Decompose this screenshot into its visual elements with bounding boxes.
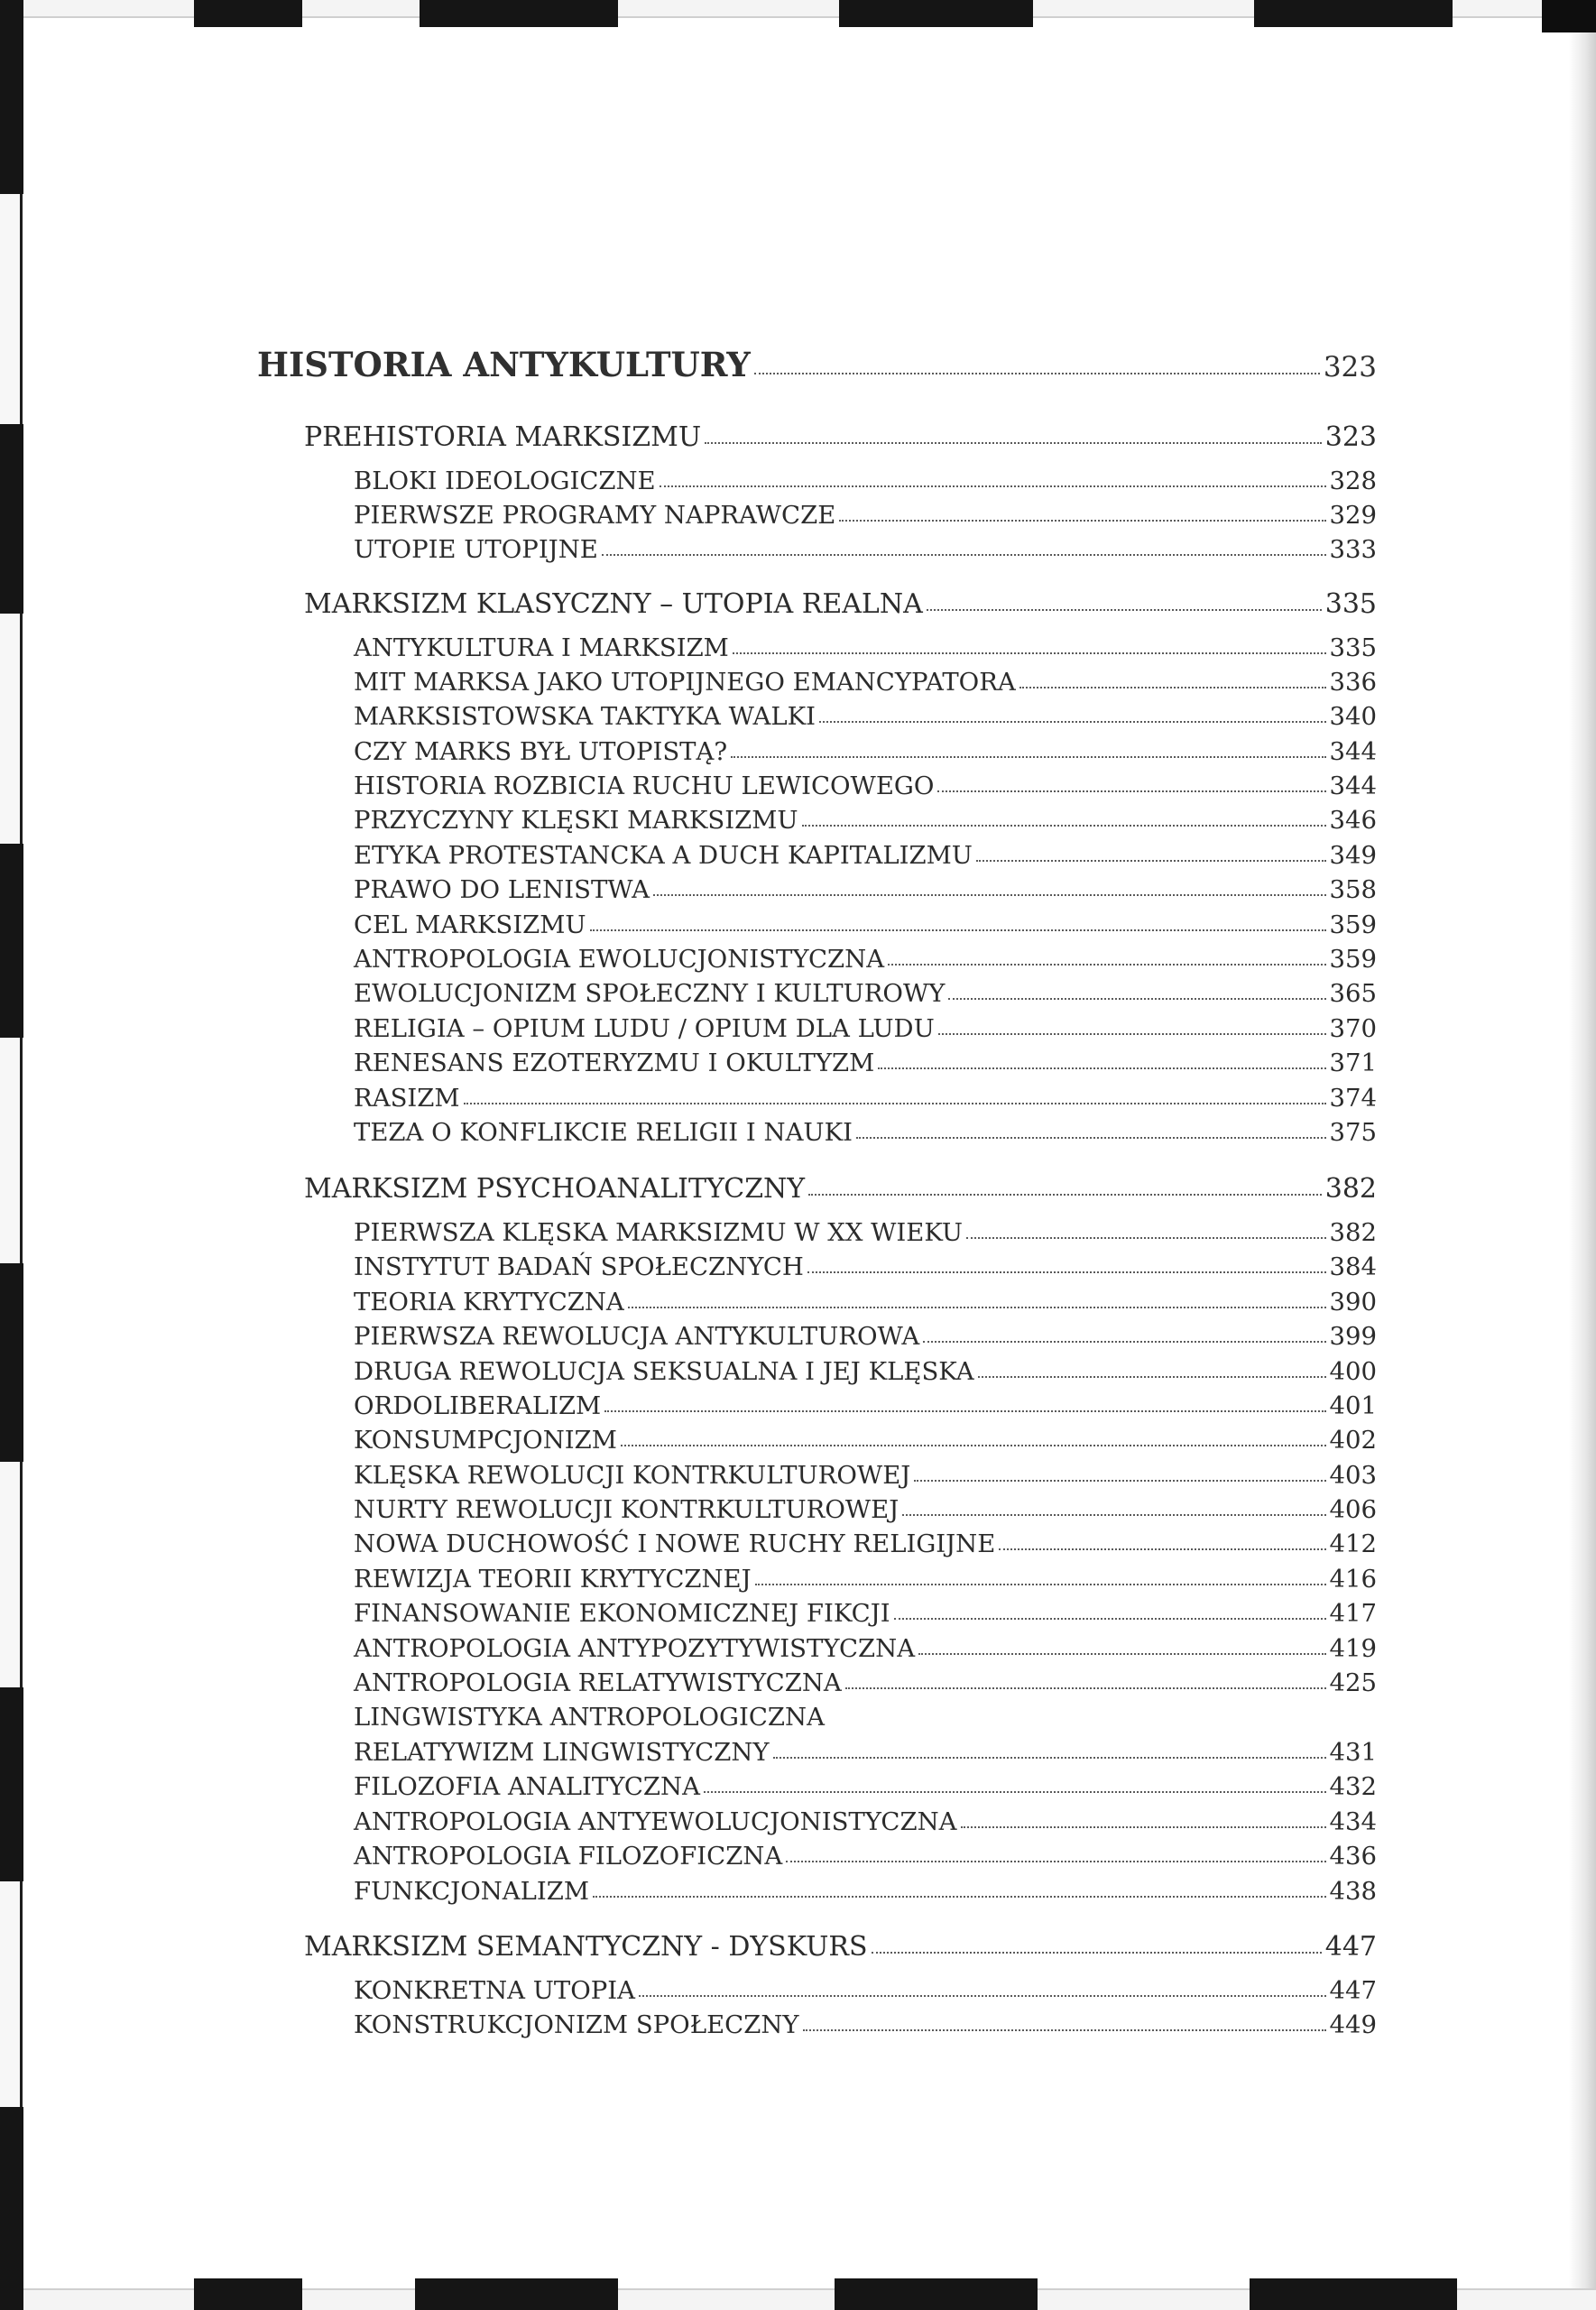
toc-entry-title: ORDOLIBERALIZM: [354, 1391, 602, 1420]
toc-entry: [354, 1877, 1377, 1906]
toc-entry-page: 412: [1329, 1529, 1377, 1558]
toc-entry-title: FUNKCJONALIZM: [354, 1877, 590, 1906]
toc-entry-page: 359: [1329, 945, 1377, 974]
toc-entry: [354, 1567, 1377, 1593]
toc-entry-title: TEZA O KONFLIKCIE RELIGII I NAUKI: [354, 1118, 853, 1147]
dot-leader: [927, 609, 1322, 611]
toc-entry-page: 382: [1324, 1173, 1377, 1205]
toc-entry-title: NURTY REWOLUCJI KONTRKULTUROWEJ: [354, 1495, 899, 1524]
toc-entry-page: 375: [1329, 1118, 1377, 1147]
dot-leader: [845, 1687, 1326, 1689]
dot-leader: [976, 860, 1326, 862]
toc-entry-page: 416: [1329, 1565, 1377, 1594]
dot-leader: [937, 790, 1325, 792]
toc-entry-page: 370: [1329, 1014, 1377, 1043]
toc-entry-title: EWOLUCJONIZM SPOŁECZNY I KULTUROWY: [354, 979, 946, 1008]
toc-entry-page: 436: [1329, 1842, 1377, 1871]
toc-entry-page: 402: [1329, 1426, 1377, 1455]
toc-entry: [354, 1357, 1377, 1386]
toc-entry-title: ANTYKULTURA I MARKSIZM: [354, 633, 729, 662]
dot-leader: [878, 1067, 1325, 1069]
dot-leader: [914, 1480, 1325, 1482]
dot-leader: [999, 1548, 1325, 1550]
toc-entry: [354, 501, 1377, 530]
toc-entry-page: 403: [1329, 1461, 1377, 1490]
dot-leader: [602, 554, 1326, 556]
dot-leader: [808, 1194, 1322, 1196]
toc-entry: [354, 1252, 1377, 1281]
dot-leader: [604, 1410, 1325, 1412]
toc-entry-title: RELIGIA – OPIUM LUDU / OPIUM DLA LUDU: [354, 1014, 935, 1043]
toc-entry-page: 425: [1329, 1668, 1377, 1697]
dot-leader: [856, 1137, 1325, 1139]
dot-leader: [786, 1861, 1325, 1862]
toc-entry-page: 438: [1329, 1877, 1377, 1906]
dot-leader: [923, 1341, 1325, 1343]
toc-entry-title: PREHISTORIA MARKSIZMU: [304, 421, 702, 453]
toc-entry: [354, 469, 1377, 494]
toc-entry: [354, 2010, 1377, 2039]
toc-entry-page: 336: [1329, 668, 1377, 697]
toc-entry: [354, 1086, 1377, 1112]
toc-entry-page: 374: [1329, 1084, 1377, 1113]
dot-leader: [948, 998, 1325, 1000]
toc-entry-title: PIERWSZE PROGRAMY NAPRAWCZE: [354, 501, 836, 530]
toc-entry: [354, 841, 1377, 870]
dot-leader: [773, 1757, 1326, 1759]
toc-entry-title: RELATYWIZM LINGWISTYCZNY: [354, 1738, 770, 1767]
toc-entry-title: UTOPIE UTOPIJNE: [354, 535, 598, 564]
dot-leader: [755, 1584, 1326, 1585]
toc-entry: [354, 1772, 1377, 1801]
toc-entry-page: 432: [1329, 1772, 1377, 1801]
toc-entry: [304, 1931, 1377, 1963]
toc-entry-page: 447: [1329, 1976, 1377, 2005]
dot-leader: [653, 894, 1325, 896]
dot-leader: [464, 1103, 1326, 1104]
dot-leader: [894, 1618, 1326, 1620]
toc-entry-title: ANTROPOLOGIA FILOZOFICZNA: [354, 1842, 783, 1871]
toc-entry-title: MARKSISTOWSKA TAKTYKA WALKI: [354, 702, 816, 731]
toc-entry: [304, 421, 1377, 453]
toc-entry-title: PRZYCZYNY KLĘSKI MARKSIZMU: [354, 806, 798, 835]
toc-entry-title: MARKSIZM SEMANTYCZNY - DYSKURS: [304, 1931, 868, 1963]
toc-entry: [354, 1807, 1377, 1836]
dot-leader: [961, 1826, 1326, 1828]
toc-entry-page: 335: [1329, 633, 1377, 662]
toc-entry: [354, 1599, 1377, 1628]
toc-entry-page: 449: [1329, 2010, 1377, 2039]
dot-leader: [593, 1896, 1325, 1898]
dot-leader: [938, 1033, 1326, 1035]
toc-entry: [354, 535, 1377, 564]
toc-entry-title: MARKSIZM PSYCHOANALITYCZNY: [304, 1173, 806, 1205]
toc-entry: [354, 1495, 1377, 1524]
toc-entry-title: FILOZOFIA ANALITYCZNA: [354, 1772, 700, 1801]
toc-entry-page: 365: [1329, 979, 1377, 1008]
toc-entry-title: ETYKA PROTESTANCKA A DUCH KAPITALIZMU: [354, 841, 973, 870]
toc-entry-page: 400: [1329, 1357, 1377, 1386]
dot-leader: [888, 964, 1325, 966]
toc-entry-title: ANTROPOLOGIA EWOLUCJONISTYCZNA: [354, 945, 885, 974]
toc-entry-title: NOWA DUCHOWOŚĆ I NOWE RUCHY RELIGIJNE: [354, 1529, 996, 1558]
dot-leader: [733, 652, 1326, 654]
toc-entry-page: 382: [1329, 1218, 1377, 1247]
toc-entry-title: LINGWISTYKA ANTROPOLOGICZNA: [354, 1703, 825, 1732]
dot-leader: [802, 825, 1326, 827]
toc-entry: [354, 1428, 1377, 1454]
toc-entry-page: 344: [1329, 737, 1377, 766]
toc-title-row: [257, 345, 1377, 384]
toc-entry: [354, 1391, 1377, 1420]
toc-entry: [354, 1014, 1377, 1043]
toc-entry: [354, 1844, 1377, 1870]
dot-leader: [918, 1653, 1325, 1655]
dot-leader: [902, 1514, 1325, 1516]
toc-entry: [354, 702, 1377, 731]
dot-leader: [639, 1995, 1325, 1997]
toc-entry-title: CZY MARKS BYŁ UTOPISTĄ?: [354, 737, 728, 766]
toc-entry: [354, 737, 1377, 766]
dot-leader: [705, 442, 1322, 444]
dot-leader: [754, 373, 1320, 374]
toc-entry-page: 419: [1329, 1634, 1377, 1663]
toc-entry: [354, 1529, 1377, 1558]
toc-entry: [304, 1173, 1377, 1205]
toc-entry-page: 346: [1329, 806, 1377, 835]
toc-entry-title: MIT MARKSA JAKO UTOPIJNEGO EMANCYPATORA: [354, 668, 1016, 697]
toc-entry: [354, 1705, 1377, 1731]
toc-entry-page: 335: [1324, 588, 1377, 620]
toc-entry-title: PIERWSZA KLĘSKA MARKSIZMU W XX WIEKU: [354, 1218, 964, 1247]
toc-entry: [354, 1976, 1377, 2005]
toc-entry-page: 323: [1324, 421, 1377, 453]
toc-entry-page: 349: [1329, 841, 1377, 870]
toc-entry-title: REWIZJA TEORII KRYTYCZNEJ: [354, 1565, 752, 1594]
toc-entry-page: 333: [1329, 535, 1377, 564]
toc-title-page: 323: [1323, 351, 1377, 383]
dot-leader: [621, 1445, 1326, 1446]
dot-leader: [660, 485, 1326, 487]
toc-entry-page: 358: [1329, 875, 1377, 904]
toc-entry-page: 359: [1329, 910, 1377, 939]
toc-entry-title: ANTROPOLOGIA ANTYEWOLUCJONISTYCZNA: [354, 1807, 957, 1836]
toc-entry-title: CEL MARKSIZMU: [354, 910, 586, 939]
toc-entry-page: 384: [1329, 1252, 1377, 1281]
toc-entry-page: 447: [1324, 1931, 1377, 1963]
toc-entry-title: KONSTRUKCJONIZM SPOŁECZNY: [354, 2010, 799, 2039]
toc-entry: [354, 1738, 1377, 1767]
dot-leader: [590, 929, 1326, 931]
toc-entry-title: BLOKI IDEOLOGICZNE: [354, 467, 656, 495]
toc-entry-title: TEORIA KRYTYCZNA: [354, 1288, 624, 1317]
dot-leader: [704, 1791, 1326, 1793]
toc-entry-title: HISTORIA ROZBICIA RUCHU LEWICOWEGO: [354, 772, 935, 800]
toc-entry: [354, 1634, 1377, 1663]
toc-entry: [354, 1290, 1377, 1316]
toc-entry: [354, 1668, 1377, 1697]
toc-entry-title: KONKRETNA UTOPIA: [354, 1976, 636, 2005]
toc-entry-page: 399: [1329, 1322, 1377, 1351]
toc-entry-title: INSTYTUT BADAŃ SPOŁECZNYCH: [354, 1252, 804, 1281]
toc-entry-title: FINANSOWANIE EKONOMICZNEJ FIKCJI: [354, 1599, 890, 1628]
toc-entry-page: 431: [1329, 1738, 1377, 1767]
toc-entry-title: ANTROPOLOGIA ANTYPOZYTYWISTYCZNA: [354, 1634, 916, 1663]
toc-entry-page: 401: [1329, 1391, 1377, 1420]
toc-entry-page: 371: [1329, 1049, 1377, 1077]
dot-leader: [966, 1237, 1325, 1239]
toc-entry: [354, 1051, 1377, 1076]
toc-entry-page: 417: [1329, 1599, 1377, 1628]
dot-leader: [872, 1952, 1322, 1954]
toc-entry-title: PIERWSZA REWOLUCJA ANTYKULTUROWA: [354, 1322, 920, 1351]
toc-title: HISTORIA ANTYKULTURY: [257, 345, 751, 384]
toc-entry-page: 434: [1329, 1807, 1377, 1836]
toc-entry: [354, 1461, 1377, 1490]
toc-entry: [354, 910, 1377, 939]
toc-entry-page: 406: [1329, 1495, 1377, 1524]
dot-leader: [628, 1307, 1326, 1308]
toc-entry-title: RASIZM: [354, 1084, 460, 1113]
toc-entry: [354, 875, 1377, 904]
toc-entry-title: DRUGA REWOLUCJA SEKSUALNA I JEJ KLĘSKA: [354, 1357, 974, 1386]
toc-entry: [354, 670, 1377, 696]
dot-leader: [839, 520, 1325, 522]
toc-entry: [354, 1118, 1377, 1147]
toc-entry-title: PRAWO DO LENISTWA: [354, 875, 650, 904]
toc-entry-title: KONSUMPCJONIZM: [354, 1426, 617, 1455]
toc-entry: [304, 588, 1377, 620]
dot-leader: [803, 2029, 1326, 2031]
toc-entry-page: 329: [1329, 501, 1377, 530]
toc-entry-title: RENESANS EZOTERYZMU I OKULTYZM: [354, 1049, 875, 1077]
toc-entry: [354, 633, 1377, 662]
toc-entry-page: 328: [1329, 467, 1377, 495]
toc-entry-page: 344: [1329, 772, 1377, 800]
toc-entry-title: MARKSIZM KLASYCZNY – UTOPIA REALNA: [304, 588, 923, 620]
dot-leader: [807, 1271, 1326, 1273]
toc-entry: [354, 774, 1377, 799]
toc-entry: [354, 808, 1377, 834]
dot-leader: [1019, 687, 1326, 688]
toc-entry: [354, 1322, 1377, 1351]
toc-entry: [354, 947, 1377, 973]
toc-entry-title: ANTROPOLOGIA RELATYWISTYCZNA: [354, 1668, 842, 1697]
toc-entry-page: 340: [1329, 702, 1377, 731]
toc-entry-title: KLĘSKA REWOLUCJI KONTRKULTUROWEJ: [354, 1461, 911, 1490]
dot-leader: [819, 721, 1325, 723]
dot-leader: [978, 1376, 1326, 1378]
toc-entry-page: 390: [1329, 1288, 1377, 1317]
toc-entry: [354, 1218, 1377, 1247]
toc-entry: [354, 979, 1377, 1008]
dot-leader: [731, 756, 1325, 758]
